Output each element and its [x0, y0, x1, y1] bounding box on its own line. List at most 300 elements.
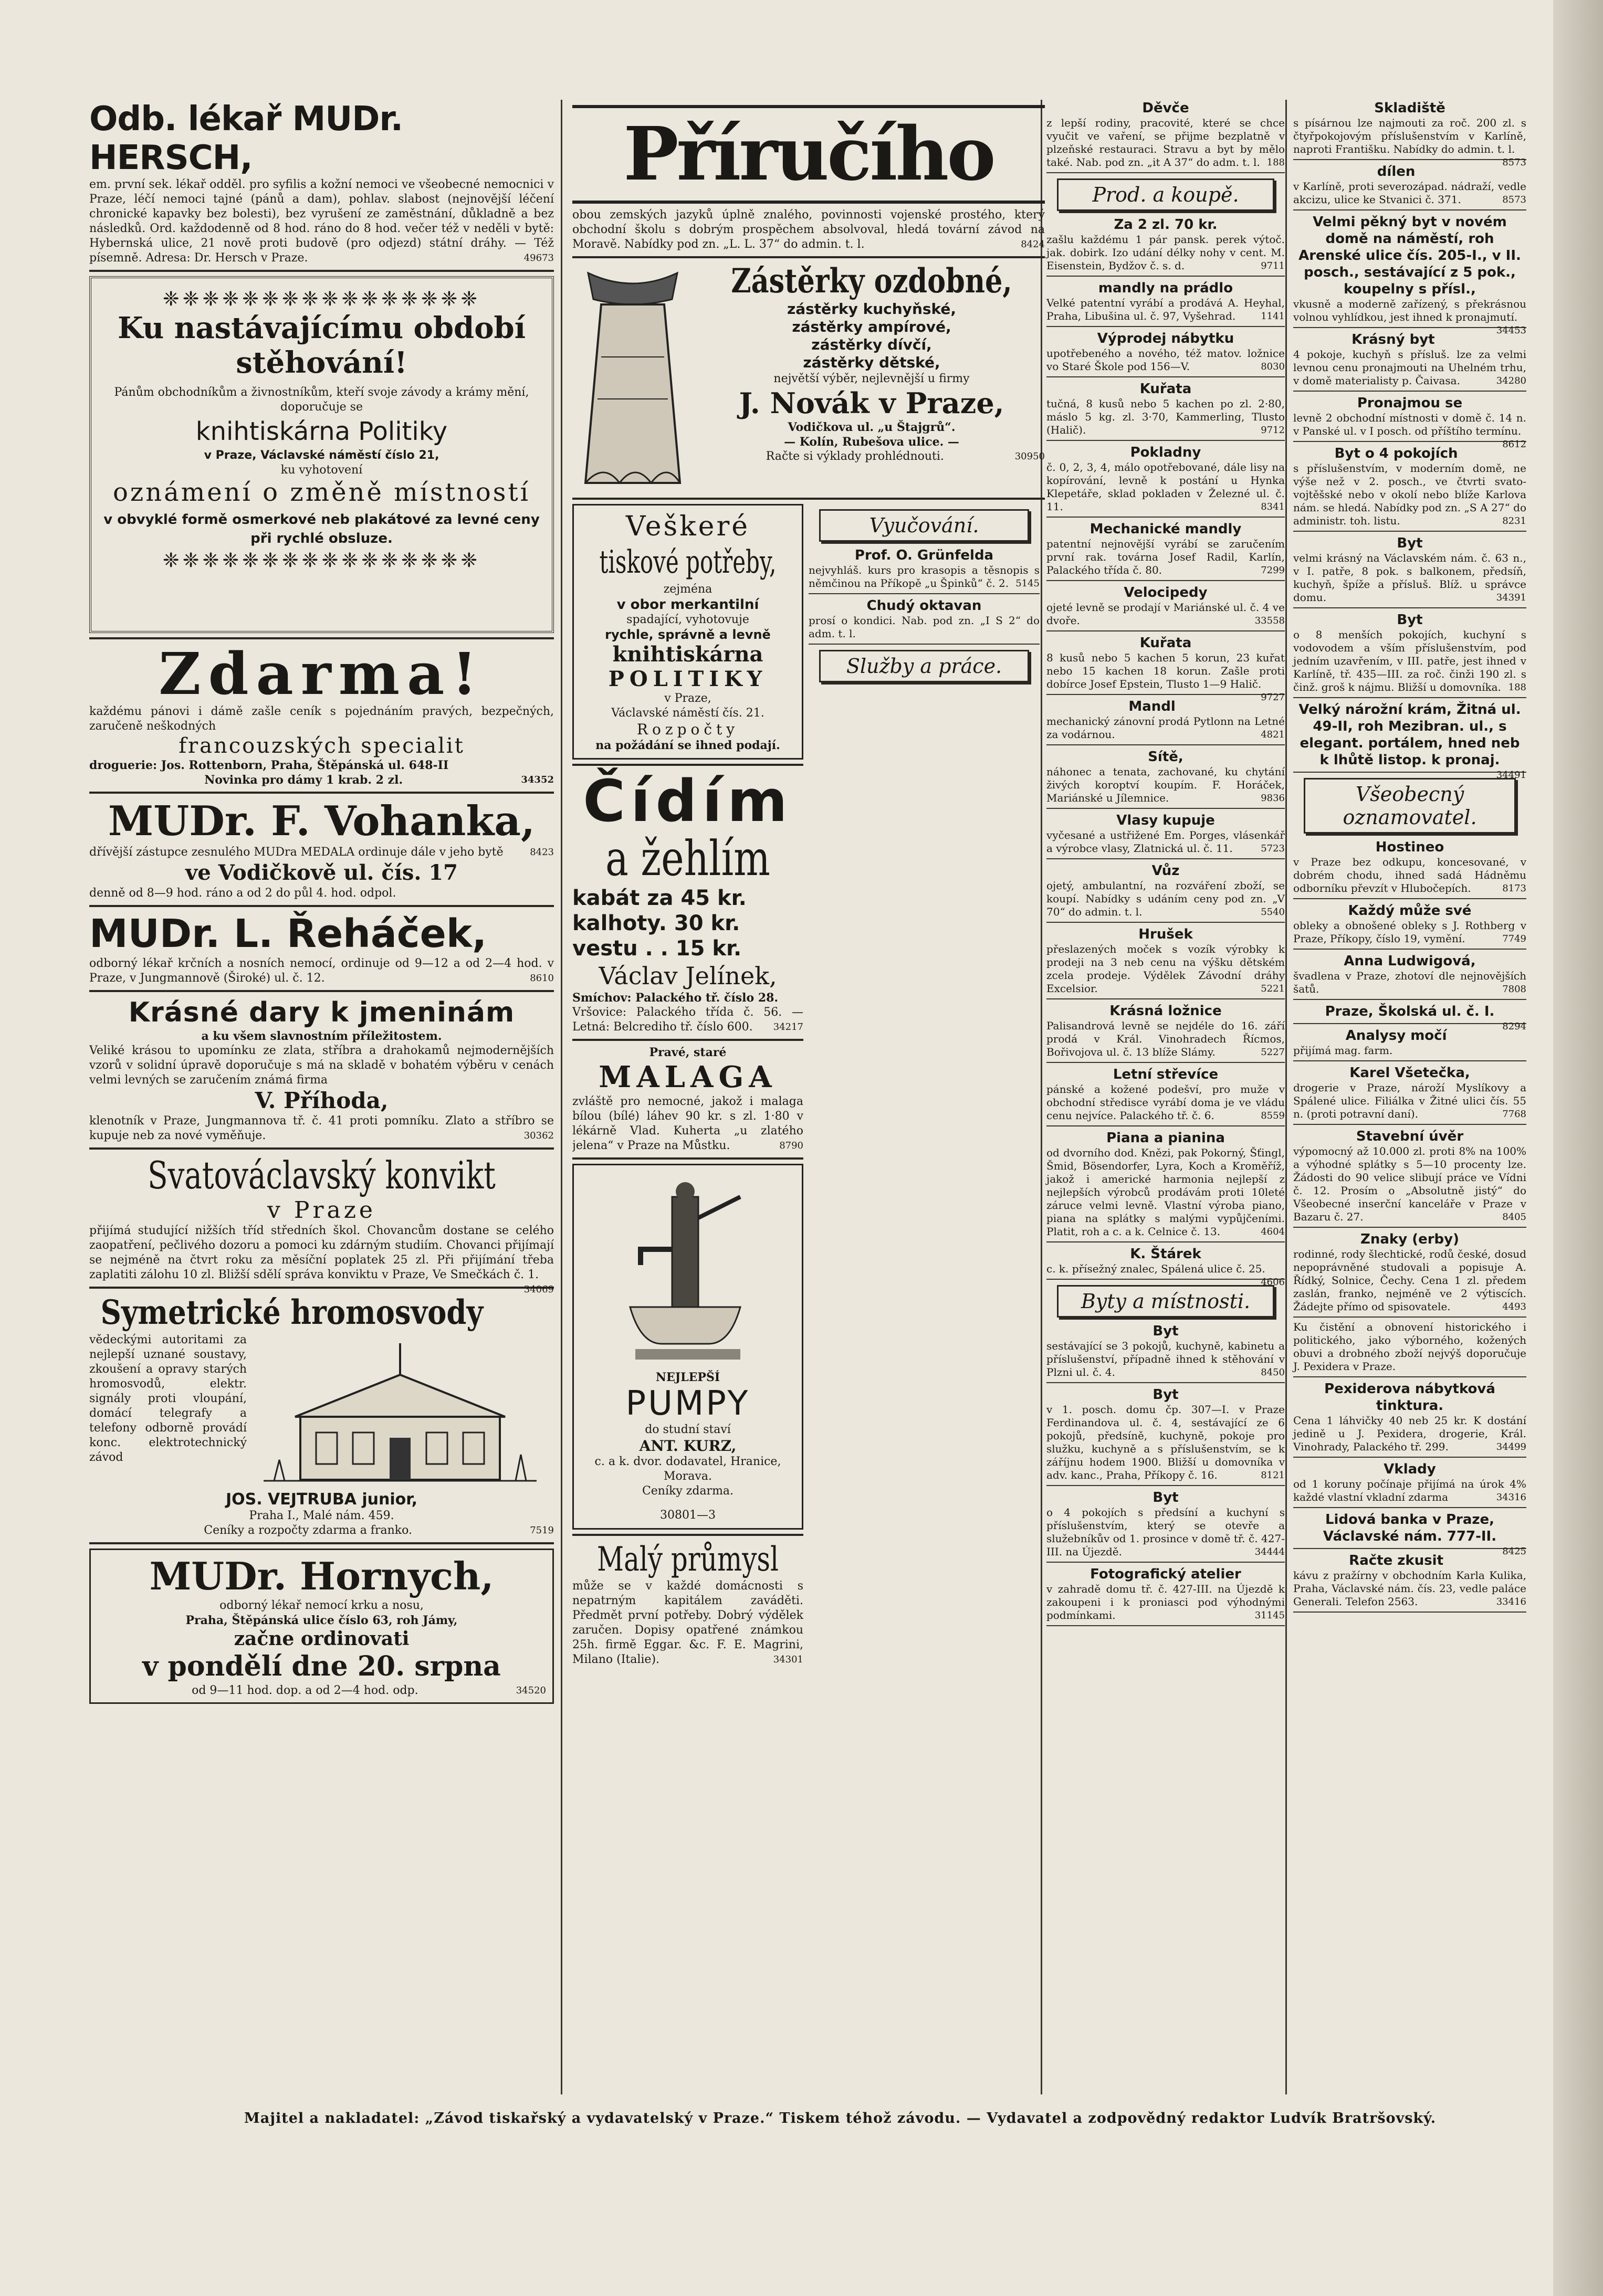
ad-code: 34280: [1496, 375, 1526, 386]
classified-title: Byt o 4 pokojích: [1334, 446, 1458, 461]
classified-body: [1046, 117, 1285, 169]
divider: [1293, 999, 1526, 1000]
ad-body: každému pánovi i dámě zašle ceník s pojednáním pravých, bezpečných, zaručeně neškodných: [89, 705, 554, 733]
classified-title: Sítě,: [1148, 749, 1183, 765]
divider: [1046, 440, 1285, 441]
divider: [1293, 1457, 1526, 1458]
ad-code: 8559: [1261, 1110, 1285, 1121]
firm-name: knihtiskárna: [612, 642, 763, 667]
classified-text: mechanický zánovní prodá Pytlonn na Letné za vodárnou.: [1046, 715, 1285, 741]
section-heading-vyucovani: Vyučování.: [819, 509, 1029, 542]
divider: [1046, 517, 1285, 518]
divider: [1046, 808, 1285, 809]
address-2: Vršovice: Palackého třída č. 56. — Letná: Belcrediho tř. číslo 600. 34217: [572, 1006, 803, 1034]
ad-title: Čídím: [583, 767, 793, 835]
ad-code: 8173: [1502, 883, 1526, 894]
ad-code: 8425: [1502, 1546, 1526, 1557]
classified-text: zašlu každému 1 pár pansk. perek výtoč. jak. dobirk. Izo udání délky nohy v cent. M. Eisenstein, Bydžov č. s. d.: [1046, 233, 1285, 272]
ad-vohanka: [89, 798, 554, 901]
classified-title: Karel Všetečka,: [1349, 1065, 1470, 1081]
notice: oznámení o změně místností: [113, 478, 530, 507]
pump-illustration: [620, 1176, 756, 1365]
divider: [1293, 391, 1526, 392]
classified-ad: [1046, 1130, 1285, 1242]
line-1: zástěrky kuchyňské,: [787, 300, 957, 318]
imprint-footer: Majitel a nakladatel: „Závod tiskařský a vydavatelský v Praze.“ Tiskem téhož závodu. — Vydavatel a zodpovědný redaktor Ludvík Bratršovský.: [244, 2110, 1437, 2126]
divider: [89, 270, 554, 272]
classified-ad: [1046, 584, 1285, 631]
ad-malaga: [572, 1045, 803, 1153]
classified-title: Znaky (erby): [1360, 1231, 1459, 1247]
ad-code: 34444: [1254, 1546, 1285, 1557]
divider: [1046, 1241, 1285, 1242]
ad-code: 9727: [1261, 692, 1285, 703]
ad-sub: a ku všem slavnostním příležitostem.: [201, 1029, 442, 1043]
classified-ad: [1293, 395, 1526, 450]
classified-title: Vlasy kupuje: [1116, 813, 1215, 828]
ad-prihoda: [89, 996, 554, 1143]
divider: [1046, 580, 1285, 581]
divider: [1293, 1060, 1526, 1061]
classified-ad: [1293, 1128, 1526, 1228]
ad-title: MUDr. L. Řeháček,: [89, 911, 487, 956]
classified-body: [1293, 1248, 1526, 1313]
line-3: zástěrky dívčí,: [811, 336, 932, 353]
classified-title: K. Štárek: [1130, 1246, 1201, 1262]
classified-text: sestávající se 3 pokojů, kuchyně, kabinetu a příslušenství, případně ihned k stěhování v Plzni ul. č. 4.: [1046, 1340, 1285, 1378]
ad-title: Příručího: [623, 111, 994, 197]
classified-text: švadlena v Praze, zhotoví dle nejnovějších šatů.: [1293, 970, 1526, 995]
ornament-border: ❈❈❈❈❈❈❈❈❈❈❈❈❈❈❈❈: [162, 549, 481, 572]
hours: od 9—11 hod. dop. a od 2—4 hod. odp. 34520: [192, 1684, 546, 1697]
street: ve Vodičkově ul. čís. 17: [185, 860, 458, 885]
classified-title: Mechanické mandly: [1089, 521, 1242, 537]
classified-body: [1293, 298, 1526, 336]
ad-code: 8030: [1261, 361, 1285, 372]
divider: [572, 764, 803, 766]
ad-title: Veškeré: [625, 511, 750, 542]
ad-code: 7299: [1261, 565, 1285, 576]
ad-sub: tiskové potřeby,: [599, 544, 777, 581]
address: c. a k. dvor. dodavatel, Hranice, Morava.: [594, 1455, 781, 1483]
classified-body: [1046, 1403, 1285, 1482]
address: Smíchov: Palackého tř. číslo 28.: [572, 991, 779, 1005]
classified-body: nejvyhláš. kurs pro krasopis a těsnopis s němčinou na Příkopě „u Špinků“ č. 2. 5145: [809, 564, 1040, 589]
ad-code: 8612: [1502, 439, 1526, 450]
classified-body: [1293, 919, 1526, 945]
classified-title: Každý může své: [1348, 903, 1472, 919]
classified-text: rodinné, rody šlechtické, rodů české, dosud nepoprávněné studovali a popisuje A. Řídký, Solnice, Čechy. Cena 1 zl. předem zaslán, franko, nejméně ve 2 výtiscích. Žádejte přímo od spisovatele.: [1293, 1248, 1526, 1313]
classified-body: [1046, 297, 1285, 323]
classified-body: [1046, 1583, 1285, 1622]
divider: [1046, 744, 1285, 745]
kolin: — Kolín, Rubešova ulice. —: [784, 435, 959, 449]
ad-code: 8405: [1502, 1212, 1526, 1223]
firm-name: Václav Jelínek,: [599, 962, 777, 990]
ad-code: 8341: [1261, 501, 1285, 512]
classified-text: obleky a obnošené obleky s J. Rothberg v Praze, Příkopy, číslo 19, vymění.: [1293, 919, 1526, 945]
page-edge-shadow: [1553, 0, 1603, 2296]
classified-ad: [1293, 1381, 1526, 1458]
classified-text: z lepší rodiny, pracovité, které se chce vyučit ve vaření, se přijme bezplatně v plzeňské restauraci. Stravu a byt by mělo také. Nab. pod zn. „it A 37“ do adm. t. l.: [1046, 117, 1285, 168]
classified-body: [1046, 1083, 1285, 1122]
classified-body: [1293, 628, 1526, 694]
classified-text: 8 kusů nebo 5 kachen 5 korun, 23 kuřat nebo 15 kachen 18 korun. Zašle proti dobírce Josef Epstein, Tlusto 1—9 Halič.: [1046, 651, 1285, 690]
firm-name: knihtiskárna Politiky: [195, 417, 448, 446]
classified-title: Výprodej nábytku: [1097, 331, 1234, 346]
classified-title: Velmi pěkný byt v novém domě na náměstí, roh Arenské ulice čís. 205-I., v II. posch., sestávající z 5 pok., koupelny s přísl.,: [1298, 214, 1521, 297]
classified-ad: [1293, 1511, 1526, 1557]
classified-body: [1046, 538, 1285, 577]
classified-title: Velký nárožní krám, Žitná ul. 49-II, roh Mezibran. ul., s elegant. portálem, hned neb k lhůtě listop. k pronaj.: [1298, 702, 1521, 768]
classified-text: vyčesané a ustřižené Em. Porges, vlásenkář a výrobce vlasy, Zlatnická ul. č. 11.: [1046, 829, 1285, 855]
divider: [1293, 697, 1526, 698]
ad-code: 33416: [1496, 1596, 1526, 1607]
classified-ad: [1046, 1566, 1285, 1626]
address: v Praze, Václavské náměstí číslo 21,: [204, 449, 439, 462]
classified-title: Skladiště: [1374, 100, 1445, 116]
divider: [1046, 326, 1285, 327]
ad-code: 34391: [1496, 592, 1526, 603]
classified-text: přijímá mag. farm.: [1293, 1044, 1393, 1057]
classified-title: Pexiderova nábytková tinktura.: [1324, 1381, 1495, 1414]
classified-ad: [1293, 1065, 1526, 1125]
classified-title: Prof. O. Grünfelda: [854, 547, 994, 563]
classified-title: Děvče: [1142, 100, 1189, 116]
ad-code: 4606: [1261, 1277, 1285, 1288]
ad-body: obou zemských jazyků úplně znalého, povinnosti vojenské prostého, který obchodní školu s dobrým prospěchem absolvoval, hledá tovární závod na Moravě. Nabídky pod zn. „L. L. 37“ do admin. t. l. 8424: [572, 208, 1045, 251]
ad-code: 7808: [1502, 984, 1526, 995]
classified-body: [1293, 117, 1526, 168]
ad-title: Svatováclavský konvikt: [148, 1153, 496, 1197]
firm-name-2: POLITIKY: [608, 667, 768, 691]
ad-title: Malý průmysl: [596, 1540, 779, 1579]
divider: [1046, 1562, 1285, 1563]
classified-body: prosí o kondici. Nab. pod zn. „I S 2“ do adm. t. l.: [809, 614, 1040, 640]
ad-rehacek: [89, 911, 554, 986]
ad-code: 188: [1508, 682, 1526, 693]
classified-title: Krásný byt: [1351, 332, 1435, 347]
ad-cidim: [572, 767, 803, 1035]
classified-text: levně 2 obchodní místnosti v domě č. 14 n. v Panské ul. v I posch. od příštího termínu.: [1293, 412, 1526, 437]
classified-ad: [1046, 280, 1285, 327]
column-2: [572, 100, 1045, 1667]
classified-ad: [1046, 1323, 1285, 1383]
offer: ku vyhotovení: [280, 464, 363, 477]
ad-body: odborný lékař nemocí krku a nosu,: [219, 1599, 424, 1612]
ad-code: 31145: [1254, 1610, 1285, 1621]
ad-title: Zástěrky ozdobné,: [731, 261, 1012, 301]
divider: [1046, 1382, 1285, 1383]
classified-text: vkusně a moderně zařízený, s překrásnou volnou vyhlídkou, jest ihned k pronajmutí.: [1293, 298, 1526, 323]
classified-title: Hostineo: [1375, 839, 1444, 855]
divider: [1046, 1125, 1285, 1126]
classified-text: kávu z pražírny v obchodním Karla Kulika, Praha, Václavské nám. čís. 23, vedle paláce Generali. Telefon 2563.: [1293, 1569, 1526, 1608]
classified-text: v Praze bez odkupu, koncesované, v dobrém chodu, ihned sadá Hádněmu odborníku převzít v Hlubočepích.: [1293, 856, 1526, 894]
divider: [572, 1157, 803, 1160]
classified-text: o 8 menších pokojích, kuchyní s vodovodem a vším příslušenstvím, pod jedním uzavřením, v III. patře, jest ihned v Karlíně, tř. 435—III. za roč. činži 190 zl. s činž. groš k nájmu. Bližší u domovníka.: [1293, 628, 1526, 693]
classified-title: dílen: [1377, 164, 1416, 180]
ad-code: 8231: [1502, 515, 1526, 526]
ad-politika: [89, 276, 554, 633]
classified-ad: [1293, 331, 1526, 392]
column-rule: [561, 100, 562, 2094]
ad-pumpy: [572, 1164, 803, 1530]
ad-title: Symetrické hromosvody: [100, 1293, 484, 1332]
classified-list: [1046, 100, 1285, 1626]
address: klenotník v Praze, Jungmannova tř. č. 41 proti pomníku. Zlato a stříbro se kupuje neb za nové vyměňuje. 30362: [89, 1114, 554, 1142]
divider: [572, 1534, 803, 1536]
classified-title: Hrušek: [1138, 926, 1193, 942]
line: v obor merkantilní: [616, 597, 759, 613]
ad-code: 4493: [1502, 1301, 1526, 1312]
section-heading-sluzby: Služby a práce.: [819, 650, 1029, 682]
classified-title: Byt: [1153, 1323, 1179, 1339]
firm-name: V. Příhoda,: [255, 1088, 389, 1113]
classified-body: [1046, 347, 1285, 373]
classified-body: [1046, 233, 1285, 272]
classified-ad: [1046, 635, 1285, 703]
classified-ad: [1293, 902, 1526, 950]
ad-hersch: [89, 100, 554, 266]
classified-body: [1293, 180, 1526, 206]
ad-code: 8573: [1502, 157, 1526, 168]
classified-body: [1046, 765, 1285, 805]
classified-text: v zahradě domu tř. č. 427-III. na Újezdě k zakoupeni i k proniasci pod výhodnými podmínkami.: [1046, 1583, 1285, 1621]
classified-text: c. k. přísežný znalec, Spálená ulice č. 25.: [1046, 1262, 1265, 1275]
section-heading: Byty a místnosti.: [1057, 1285, 1274, 1318]
classified-body: [1293, 348, 1526, 387]
divider: [1293, 772, 1526, 773]
novinka: Novinka pro dámy 1 krab. 2 zl. 34352: [204, 773, 554, 787]
address: Praha I., Malé nám. 459.: [249, 1509, 394, 1522]
ad-code: 9836: [1261, 793, 1285, 804]
ad-body: Veliké krásou to upomínku ze zlata, stříbra a drahokamů nejmodernějších vzorů v solidní úpravě doporučuje s má na skladě v bohatém výběru v cenách velmi levných se zaručením známá firma: [89, 1044, 554, 1087]
divider: [572, 498, 1045, 500]
classified-ad: [1046, 1386, 1285, 1486]
ad-foot: na požádání se ihned podají.: [595, 739, 780, 752]
ad-code: 34453: [1496, 325, 1526, 336]
classified-title: Vůz: [1151, 863, 1180, 879]
address: Vodičkova ul. „u Štajgrů“.: [788, 420, 956, 434]
ad-pre: NEJLEPŠÍ: [655, 1371, 720, 1384]
ad-code: 5723: [1261, 843, 1285, 854]
classified-body: [1293, 412, 1526, 450]
building-illustration: [253, 1333, 547, 1490]
classified-text: patentní nejnovější vyrábí se zaručením první rak. továrna Josef Radil, Karlín, Palackého třída č. 80.: [1046, 538, 1285, 576]
classified-title: Byt: [1153, 1387, 1179, 1403]
divider: [1046, 694, 1285, 695]
classified-text: pánské a kožené podešví, pro muže v obchodní středisce vyrábí doma je ve vládu cenu nejvíce. Palackého tř. č. 6.: [1046, 1083, 1285, 1122]
classified-ad: [1293, 953, 1526, 1000]
ad-body: do studní staví: [645, 1423, 731, 1436]
ad-code: 33558: [1254, 615, 1285, 626]
divider: [1046, 858, 1285, 859]
firm-name: JOS. VEJTRUBA junior,: [225, 1490, 418, 1509]
classified-text: tučná, 8 kusů nebo 5 kachen po zl. 2·80, máslo 5 kg. zl. 3·70, Kammerling, Tlusto (Halič).: [1046, 397, 1285, 436]
classified-ad: [1293, 701, 1526, 781]
section-heading: Všeobecný oznamovatel.: [1304, 778, 1516, 834]
classified-text: ojetý, ambulantní, na rozváření zboží, se koupí. Nabídky s udáním ceny pod zn. „V 70“ do admin. t. l.: [1046, 879, 1285, 918]
classified-ad: [1046, 444, 1285, 518]
classified-body: [1046, 879, 1285, 919]
classified-ad: [1293, 1461, 1526, 1508]
ad-maly-prumysl: [572, 1540, 803, 1667]
divider: [809, 644, 1040, 645]
classified-ad: [1046, 749, 1285, 809]
ad-priruciho: [572, 105, 1045, 204]
classified-ad: [1046, 216, 1285, 277]
divider: [1046, 276, 1285, 277]
classified-text: č. 0, 2, 3, 4, málo opotřebované, dále lisy na kopírování, levně k postání u Hynka Klepetáře, sklad pokladen v Železné ul. č. 11.: [1046, 461, 1285, 513]
classified-title: Byt: [1153, 1490, 1179, 1505]
classified-ad: [1046, 330, 1285, 377]
classified-ad: [1046, 1246, 1285, 1288]
classified-ad: [1293, 100, 1526, 168]
line-4: zástěrky dětské,: [803, 354, 940, 371]
classified-text: v Karlíně, proti severozápad. nádraží, vedle akcizu, ulice ke Stvanici č. 371.: [1293, 180, 1526, 206]
divider: [1293, 1023, 1526, 1024]
ad-pre: Pravé, staré: [649, 1046, 727, 1059]
hours: denně od 8—9 hod. ráno a od 2 do půl 4. hod. odpol.: [89, 887, 396, 900]
classified-ad: [1293, 839, 1526, 899]
classified-text: upotřebeného a nového, též matov. ložnice vo Staré Škole pod 156—V.: [1046, 347, 1285, 373]
classified-title: Analysy močí: [1345, 1028, 1447, 1044]
address: Praha, Štěpánská ulice číslo 63, roh Jámy,: [185, 1614, 458, 1627]
ad-sub: a žehlím: [605, 830, 770, 887]
classified-ad: [1293, 214, 1526, 336]
classified-body: [1046, 943, 1285, 995]
divider: [89, 792, 554, 794]
ad-foot: Ceníky a rozpočty zdarma a franko. 7519: [204, 1524, 554, 1537]
divider: [89, 990, 554, 992]
classified-ad: [1046, 862, 1285, 923]
classified-ad: [1293, 612, 1526, 698]
classified-ad: [1293, 445, 1526, 532]
divider: [1293, 1548, 1526, 1549]
divider: [809, 593, 1040, 594]
classified-body: [1046, 715, 1285, 741]
firm-name: ANT. KURZ,: [639, 1437, 737, 1455]
ad-intro: Pánům obchodníkům a živnostníkům, kteří svoje závody a krámy mění, doporučuje se: [114, 386, 529, 414]
divider: [1046, 998, 1285, 999]
ad-start: začne ordinovati: [234, 1628, 410, 1650]
classified-title: Za 2 zl. 70 kr.: [1114, 217, 1218, 233]
ad-code: 8294: [1502, 1021, 1526, 1032]
classified-title: Letní střevíce: [1113, 1067, 1219, 1082]
classified-title: Pronajmou se: [1357, 395, 1463, 411]
classified-text: o 4 pokojích s předsíní a kuchyní s příslušenstvím, který se otevře a služebníkův od 1. prosince v domě tř. č. 427-III. na Újezdě.: [1046, 1506, 1285, 1558]
apron-illustration: [572, 262, 693, 493]
ad-body: dřívější zástupce zesnulého MUDra MEDALA ordinuje dále v jeho bytě 8423: [89, 846, 554, 859]
divider: [1046, 922, 1285, 923]
classified-body: [1293, 970, 1526, 996]
ad-code: 34491: [1496, 770, 1526, 781]
classified-body: [1293, 1145, 1526, 1224]
ad-body: odborný lékař krčních a nosních nemocí, ordinuje od 9—12 a od 2—4 hod. v Praze, v Jungmannově (Široké) ul. č. 12. 8610: [89, 957, 554, 985]
classified-body: [1293, 1044, 1526, 1057]
classified-body: [1293, 552, 1526, 604]
classified-ad: [1293, 1321, 1526, 1377]
classified-text: s příslušenstvím, v moderním domě, ne výše než v 2. posch., ve čtvrti svato-vojtěšské nebo v okolí nebo blíže Karlova nám. se hledá. Nabídky pod zn. „S A 27“ do administr. toh. listu.: [1293, 462, 1526, 527]
ad-hromosvody: [89, 1293, 554, 1538]
divider: [1046, 376, 1285, 377]
divider: [1293, 1316, 1526, 1318]
divider: [1293, 531, 1526, 532]
ad-body: zvláště pro nemocné, jakož i malaga bílou (bílé) láhev 90 kr. s zl. 1·80 v lékárně Vlad. Kuherta „u zlatého jelena“ v Praze na Můstku. 8790: [572, 1095, 803, 1152]
divider: [89, 637, 554, 639]
city: v Praze: [267, 1197, 376, 1224]
classified-title: Kuřata: [1139, 381, 1192, 397]
classified-ad: [1293, 163, 1526, 210]
classified-text: velmi krásný na Václavském nám. č. 63 n., v I. patře, 8 pok. s balkonem, předsíň, kuchyň, špíže a přísluš. Blíž. u správce domu.: [1293, 552, 1526, 604]
divider: [1046, 172, 1285, 173]
line: rychle, správně a levně: [605, 627, 771, 642]
classified-body: [1046, 1262, 1285, 1288]
ad-code: 34316: [1496, 1492, 1526, 1503]
ad-code: 7768: [1502, 1109, 1526, 1120]
classified-text: výpomocný až 10.000 zl. proti 8% na 100% a výhodné splátky s 5—10 procenty lze. Žádosti do 90 velice slibují práce ve Vídni č. 12. Prosím o „Absolutně jistý“ do Všeobecné inserční kanceláře v Praze v Bazaru č. 27.: [1293, 1145, 1526, 1223]
column-1: [89, 100, 554, 1704]
address-2: Václavské náměstí čís. 21.: [611, 707, 764, 720]
ad-title: Krásné dary k jmeninám: [128, 997, 515, 1028]
line: zejména: [663, 583, 713, 596]
ad-veskere: [572, 504, 803, 760]
classified-text: od dvorního dod. Knězi, pak Pokorný, Šťingl, Šmid, Bösendorfer, Lyra, Koch a Kroměříž, jakož i americké harmonia nejlepší z nejlepších výrobců prodávám proti 10leté záruce velmi levně. Vlastní výroba piano, piana na splátky s malými vypůjčeními. Platit, roh a c. a k. Celnice č. 13.: [1046, 1146, 1285, 1238]
ad-code: 9711: [1261, 260, 1285, 271]
classified-body: [1293, 1081, 1526, 1121]
choice: největší výběr, nejlevnější u firmy: [773, 372, 970, 385]
classified-ad: [1293, 1231, 1526, 1318]
classified-title: Račte zkusit: [1349, 1553, 1444, 1568]
ornament-border: ❈❈❈❈❈❈❈❈❈❈❈❈❈❈❈❈: [162, 287, 481, 310]
classified-title: Kuřata: [1139, 635, 1192, 651]
divider: [89, 1147, 554, 1150]
ad-date: v pondělí dne 20. srpna: [142, 1650, 501, 1682]
classified-title: Anna Ludwigová,: [1344, 953, 1476, 969]
divider: [89, 905, 554, 907]
ad-title: Zdarma!: [159, 640, 485, 708]
drogerie: droguerie: Jos. Rottenborn, Praha, Štěpánská ul. 648-II: [89, 759, 449, 772]
ad-title: MUDr. Hornych,: [149, 1554, 494, 1598]
line: spadající, vyhotovuje: [626, 613, 749, 626]
classified-title: Mandl: [1128, 699, 1176, 714]
classified-text: ojeté levně se prodají v Mariánské ul. č. 4 ve dvoře.: [1046, 601, 1285, 627]
price-line: kabát za 45 kr.: [572, 886, 747, 910]
classified-ad: [1046, 926, 1285, 999]
address: v Praze,: [664, 692, 711, 705]
divider: [1293, 898, 1526, 899]
classified-body: [1046, 1146, 1285, 1238]
ad-code: 5221: [1261, 983, 1285, 994]
classified-text: náhonec a tenata, zachované, ku chytání živých koroptví koupím. F. Horáček, Mariánské u Jílemnice.: [1046, 765, 1285, 804]
classified-body: [1293, 856, 1526, 895]
classified-text: od 1 koruny počínaje přijímá na úrok 4% každé vlastní vkladní zdarma: [1293, 1478, 1526, 1503]
classified-title: Stavební úvěr: [1356, 1129, 1464, 1144]
classified-text: Palisandrová levně se nejdéle do 16. září prodá v Král. Vinohradech Řícmos, Bořivojova ul. č. 13 blíže Slámy.: [1046, 1019, 1285, 1058]
classified-body: [1046, 829, 1285, 855]
classified-ad: [1293, 1003, 1526, 1032]
divider: [1046, 630, 1285, 631]
classified-body: [1293, 462, 1526, 528]
classified-text: 4 pokoje, kuchyň s přísluš. lze za velmi levnou cenu pronajmouti na Uhelném trhu, v domě materialisty p. Čaivasa.: [1293, 348, 1526, 387]
divider: [1293, 441, 1526, 442]
ad-konvikt: [89, 1153, 554, 1295]
divider: [1293, 1507, 1526, 1508]
ad-title: Ku nastávajícímu období stěhování!: [118, 311, 526, 380]
divider: [1293, 209, 1526, 210]
classified-text: v 1. posch. domu čp. 307—I. v Praze Ferdinandova ul. č. 4, sestávající ze 6 pokojů, předsíně, kuchyně, pokoje pro služku, kuchyně a s příslušenstvím, se k záříjnu hodem 1900. Bližší u domovníka v adv. kanc., Praha, Příkopy č. 16.: [1046, 1403, 1285, 1481]
